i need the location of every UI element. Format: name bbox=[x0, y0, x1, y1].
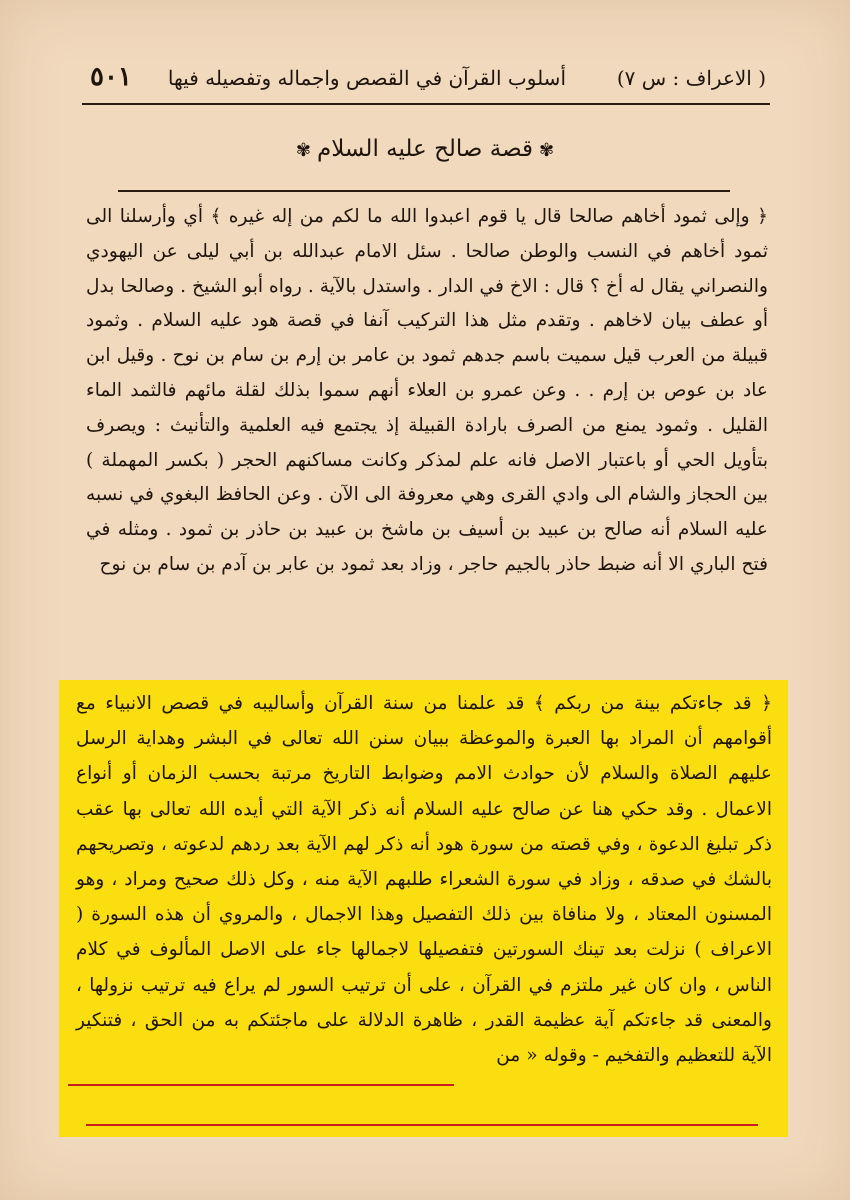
running-title: أسلوب القرآن في القصص واجماله وتفصيله فيها bbox=[167, 66, 566, 90]
header-rule bbox=[82, 103, 770, 105]
page-number: ٥٠١ bbox=[90, 62, 132, 92]
page-header bbox=[90, 62, 766, 102]
section-title-text: قصة صالح عليه السلام bbox=[316, 136, 534, 162]
ornament-icon: ✾ bbox=[295, 140, 311, 161]
underline-mark bbox=[68, 1084, 454, 1086]
paragraph-verse-2: ﴿ قد جاءتكم بينة من ربكم ﴾ قد علمنا من سنة القرآن وأساليبه في قصص الانبياء مع أقوامهم أن المراد بها العبرة والموعظة ببيان سنن الله تعالى في البشر وهداية الرسل عليهم الصلاة والسلام لأن حوادث الامم وضوابط التاريخ مرتبة بحسب الزمان أو أنواع الاعمال . وقد حكي هنا عن صالح عليه السلام أنه ذكر الآية التي أيده الله تعالى بها عقب ذكر تبليغ الدعوة ، وفي قصته من سورة هود أنه ذكر لهم الآية بعد ردهم لدعوته ، وتصريحهم بالشك في صدقه ، وزاد في سورة الشعراء طلبهم الآية منه ، وكل ذلك صحيح ومراد ، وهو المسنون المعتاد ، ولا منافاة بين ذلك التفصيل وهذا الاجمال ، والمروي أن هذه السورة ( الاعراف ) نزلت بعد تينك السورتين فتفصيلها لاجمالها جاء على الاصل المألوف في كلام الناس ، وان كان غير ملتزم في القرآن ، على أن ترتيب السور لم يراع فيه ترتيب نزولها ، والمعنى قد جاءتكم آية عظيمة القدر ، ظاهرة الدلالة على ماجئتكم به من الحق ، فتنكير الآية للتعظيم والتفخيم - وقوله « من bbox=[76, 693, 772, 1067]
paragraph-verse-1: ﴿ وإلى ثمود أخاهم صالحا قال يا قوم اعبدوا الله ما لكم من إله غيره ﴾ أي وأرسلنا الى ثمود أخاهم في النسب والوطن صالحا . سئل الامام عبدالله بن أبي ليلى عن اليهودي والنصراني يقال له أخ ؟ قال : الاخ في الدار . واستدل بالآية . رواه أبو الشيخ . وصالحا بدل أو عطف بيان لاخاهم . وتقدم مثل هذا التركيب آنفا في قصة هود عليه السلام . وثمود قبيلة من العرب قيل سميت باسم جدهم ثمود بن عامر بن إرم بن سام بن نوح . وقيل ابن عاد بن عوص بن إرم . . وعن عمرو بن العلاء أنهم سموا بذلك لقلة مائهم فالثمد الماء القليل . وثمود يمنع من الصرف بارادة القبيلة إذ يجتمع فيه العلمية والتأنيث : ويصرف بتأويل الحي أو باعتبار الاصل فانه علم لمذكر وكانت مساكنهم الحجر ( بكسر المهملة ) بين الحجاز والشام الى وادي القرى وهي معروفة الى الآن . وعن الحافظ البغوي في نسبه عليه السلام أنه صالح بن عبيد بن أسيف بن ماشخ بن عبيد بن حاذر بن ثمود . ومثله في فتح الباري الا أنه ضبط حاذر بالجيم حاجر ، وزاد بعد ثمود بن عابر بن آدم بن سام بن نوح bbox=[86, 206, 768, 575]
sura-reference: ( الاعراف : س ٧) bbox=[616, 66, 766, 90]
underline-mark bbox=[86, 1124, 758, 1126]
title-rule bbox=[118, 190, 730, 192]
section-title bbox=[0, 136, 850, 162]
ornament-icon: ✾ bbox=[539, 140, 555, 161]
